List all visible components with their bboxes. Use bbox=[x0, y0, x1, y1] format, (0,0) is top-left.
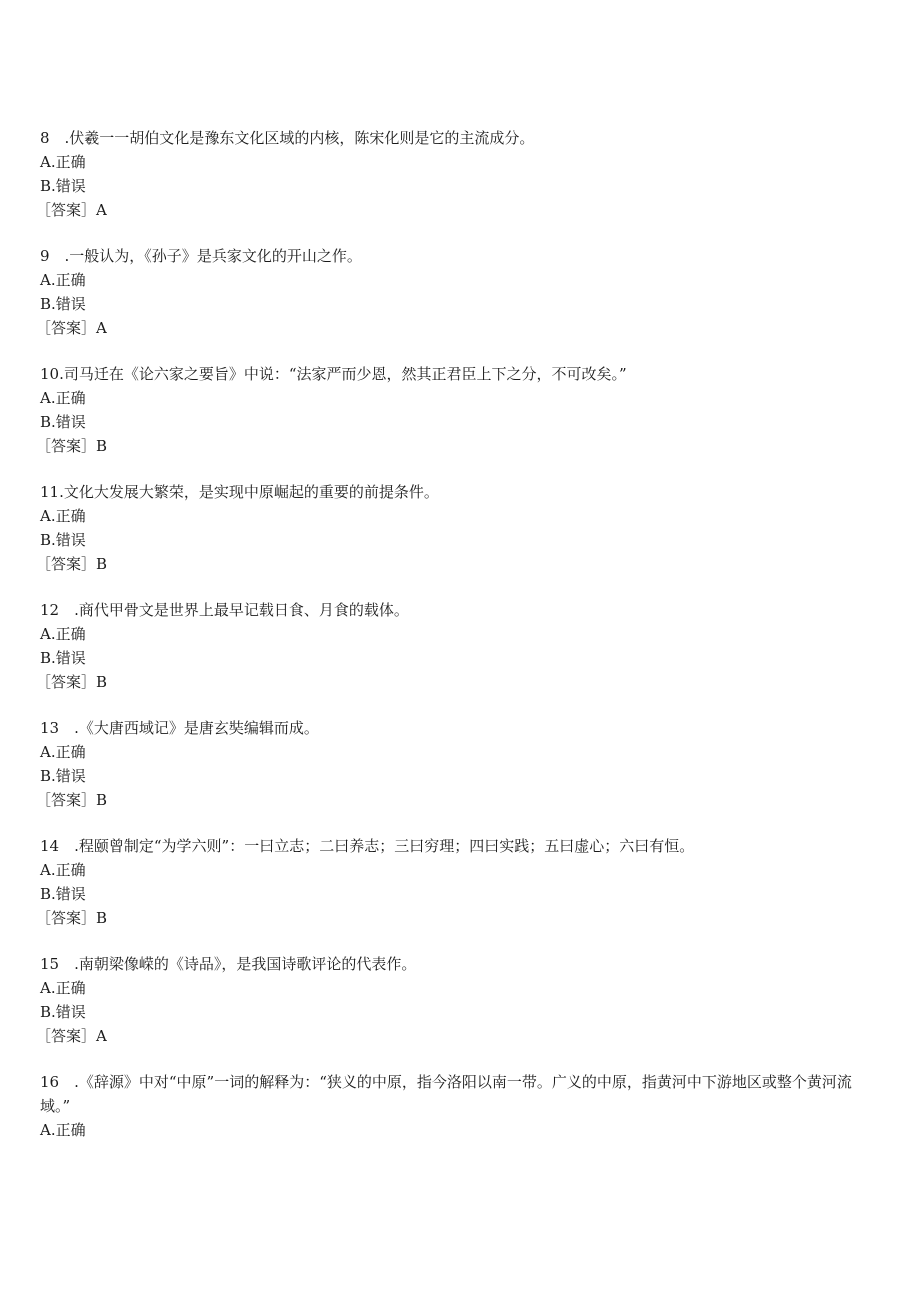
answer-line: ［答案］A bbox=[36, 319, 107, 337]
option-b: B.错误 bbox=[40, 649, 86, 667]
option-a: A.正确 bbox=[40, 861, 86, 879]
question-stem: 16 .《辞源》中对“中原”一词的解释为：“狭义的中原，指今洛阳以南一带。广义的中原，指黄河中下游地区或整个黄河流域。” bbox=[40, 1073, 852, 1115]
option-b: B.错误 bbox=[40, 295, 86, 313]
question-stem: 9 .一般认为，《孙子》是兵家文化的开山之作。 bbox=[40, 247, 362, 265]
option-a: A.正确 bbox=[40, 625, 86, 643]
question-stem: 8 .伏羲一一胡伯文化是豫东文化区域的内核，陈宋化则是它的主流成分。 bbox=[40, 129, 535, 147]
option-b: B.错误 bbox=[40, 413, 86, 431]
option-b: B.错误 bbox=[40, 885, 86, 903]
option-b: B.错误 bbox=[40, 177, 86, 195]
answer-line: ［答案］A bbox=[36, 1027, 107, 1045]
question-stem: 10.司马迁在《论六家之要旨》中说：“法家严而少恩，然其正君臣上下之分，不可改矣。” bbox=[40, 365, 627, 383]
question-13 bbox=[36, 716, 880, 812]
option-a: A.正确 bbox=[40, 271, 86, 289]
option-a: A.正确 bbox=[40, 153, 86, 171]
question-stem: 12 .商代甲骨文是世界上最早记载日食、月食的载体。 bbox=[40, 601, 409, 619]
option-a: A.正确 bbox=[40, 507, 86, 525]
question-9 bbox=[36, 244, 880, 340]
question-stem: 11.文化大发展大繁荣，是实现中原崛起的重要的前提条件。 bbox=[40, 483, 439, 501]
question-stem: 15 .南朝梁像嵘的《诗品》，是我国诗歌评论的代表作。 bbox=[40, 955, 417, 973]
question-15 bbox=[36, 952, 880, 1048]
question-14 bbox=[36, 834, 880, 930]
question-12 bbox=[36, 598, 880, 694]
question-8 bbox=[36, 126, 880, 222]
answer-line: ［答案］B bbox=[36, 909, 108, 927]
option-b: B.错误 bbox=[40, 531, 86, 549]
answer-line: ［答案］B bbox=[36, 555, 108, 573]
answer-line: ［答案］B bbox=[36, 791, 108, 809]
answer-line: ［答案］A bbox=[36, 201, 107, 219]
option-a: A.正确 bbox=[40, 979, 86, 997]
document-page bbox=[36, 126, 880, 1164]
question-16 bbox=[40, 1070, 880, 1142]
question-stem: 13 .《大唐西域记》是唐玄奘编辑而成。 bbox=[40, 719, 319, 737]
question-10 bbox=[36, 362, 880, 458]
option-a: A.正确 bbox=[40, 389, 86, 407]
option-b: B.错误 bbox=[40, 767, 86, 785]
question-stem: 14 .程颐曾制定“为学六则”：一曰立志；二曰养志；三曰穷理；四曰实践；五曰虚心；六曰有恒。 bbox=[40, 837, 695, 855]
option-b: B.错误 bbox=[40, 1003, 86, 1021]
answer-line: ［答案］B bbox=[36, 437, 108, 455]
option-a: A.正确 bbox=[40, 1121, 86, 1139]
option-a: A.正确 bbox=[40, 743, 86, 761]
answer-line: ［答案］B bbox=[36, 673, 108, 691]
question-11 bbox=[36, 480, 880, 576]
